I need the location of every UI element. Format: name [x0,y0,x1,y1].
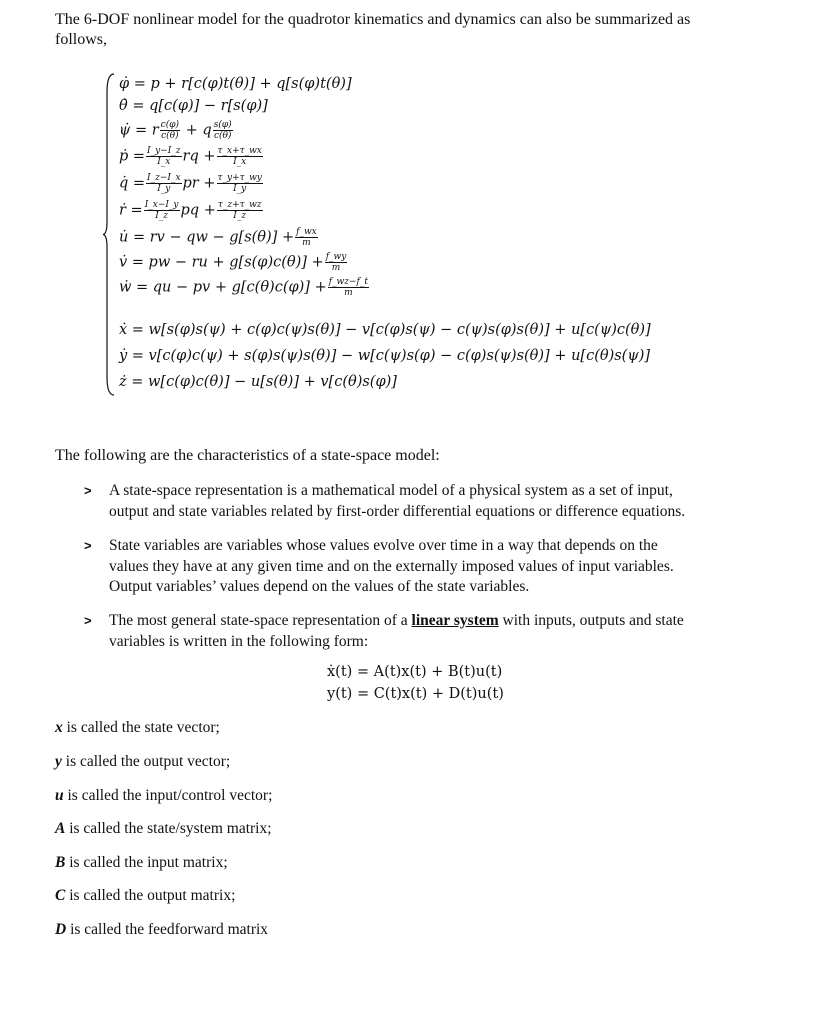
bullet-arrow-icon: > [84,613,92,628]
definition-feedforward-matrix: D is called the feedforward matrix [55,921,269,938]
equation-r-dot: ṙ = $\frac{I\_x-I\_y}{I\_z}$ pq + $\frac{\tau\_z+\tau\_wz}{I\_z}$ [119,200,262,221]
equation-x-dot: ẋ = w[s(φ)s(ψ) + c(φ)c(ψ)s(θ)] − v[c(φ)s(ψ) − c(ψ)s(φ)s(θ)] + u[c(ψ)c(θ)] [119,322,651,338]
bullet-arrow-icon: > [84,538,92,553]
definition-input-matrix: B is called the input matrix; [55,854,228,871]
equation-psi-dot: ψ̇ = r $\frac{c(\varphi)}{c(\theta)}$ + q $\frac{s(\varphi)}{c(\theta)}$ [119,120,232,141]
fraction: $\frac{f\_wx}{m}$ [296,227,317,248]
state-equation: ẋ(t) = A(t)x(t) + B(t)u(t) [327,664,503,680]
equation-system [103,72,723,397]
equation-w-dot: ẇ = qu − pv + g[c(θ)c(φ)] + $\frac{f\_wz-f\_t}{m}$ [119,277,368,298]
definition-input-vector: u is called the input/control vector; [55,787,273,804]
intro-line-2: follows, [55,31,107,48]
linear-system-link[interactable]: linear system [411,612,499,629]
equation-p-dot: ṗ = $\frac{I\_y-I\_z}{I\_x}$ rq + $\frac{\tau\_x+\tau\_wx}{I\_x}$ [119,146,262,167]
bullet-line: The most general state-space representation of a linear system with inputs, outputs and state [109,612,684,629]
definition-output-vector: y is called the output vector; [55,753,231,770]
section-heading: The following are the characteristics of a state-space model: [55,447,440,464]
definition-state-vector: x is called the state vector; [55,719,220,736]
bullet-line: State variables are variables whose values evolve over time in a way that depends on the [109,537,658,554]
fraction: $\frac{I\_y-I\_z}{I\_x}$ [147,146,181,167]
fraction: $\frac{f\_wy}{m}$ [325,252,347,273]
bullet-line: A state-space representation is a mathematical model of a physical system as a set of input, [109,482,673,499]
intro-line-1: The 6-DOF nonlinear model for the quadrotor kinematics and dynamics can also be summarized as [55,11,691,28]
fraction: $\frac{f\_wz-f\_t}{m}$ [328,277,368,298]
fraction: $\frac{\tau\_y+\tau\_wy}{I\_y}$ [217,173,262,194]
bullet-item [84,481,744,522]
equation-z-dot: ż = w[c(φ)c(θ)] − u[s(θ)] + v[c(θ)s(φ)] [119,374,397,390]
fraction: $\frac{\tau\_x+\tau\_wx}{I\_x}$ [217,146,262,167]
bullet-item [84,611,744,652]
bullet-line: values they have at any given time and on the externally imposed values of input variables. [109,557,674,575]
left-brace [103,72,115,397]
equation-phi-dot: φ̇ = p + r[c(φ)t(θ)] + q[s(φ)t(θ)] [119,76,352,92]
definition-state-matrix: A is called the state/system matrix; [55,820,272,837]
equation-theta-dot: θ̇ = q[c(φ)] − r[s(φ)] [119,98,268,114]
intro-paragraph [55,10,755,50]
bullet-line: output and state variables related by first-order differential equations or difference equations. [109,502,686,520]
fraction: $\frac{I\_x-I\_y}{I\_z}$ [144,200,179,221]
bullet-arrow-icon: > [84,483,92,498]
fraction: $\frac{\tau\_z+\tau\_wz}{I\_z}$ [217,200,262,221]
fraction: $\frac{I\_z-I\_x}{I\_y}$ [147,173,181,194]
bullet-item [84,536,744,598]
fraction: $\frac{s(\varphi)}{c(\theta)}$ [213,120,232,141]
bullet-line: variables is written in the following form: [109,632,369,650]
bullet-line: Output variables’ values depend on the values of the state variables. [109,578,530,595]
equation-y-dot: ẏ = v[c(φ)c(ψ) + s(φ)s(ψ)s(θ)] − w[c(ψ)s(φ) − c(φ)s(ψ)s(θ)] + u[c(θ)s(ψ)] [119,348,651,364]
equation-u-dot: u̇ = rv − qw − g[s(θ)] + $\frac{f\_wx}{m}$ [119,227,317,248]
output-equation: y(t) = C(t)x(t) + D(t)u(t) [327,686,504,702]
equation-v-dot: v̇ = pw − ru + g[s(φ)c(θ)] + $\frac{f\_wy}{m}$ [119,252,347,273]
fraction: $\frac{c(\varphi)}{c(\theta)}$ [160,120,180,141]
definition-output-matrix: C is called the output matrix; [55,887,236,904]
equation-q-dot: q̇ = $\frac{I\_z-I\_x}{I\_y}$ pr + $\frac{\tau\_y+\tau\_wy}{I\_y}$ [119,173,262,194]
